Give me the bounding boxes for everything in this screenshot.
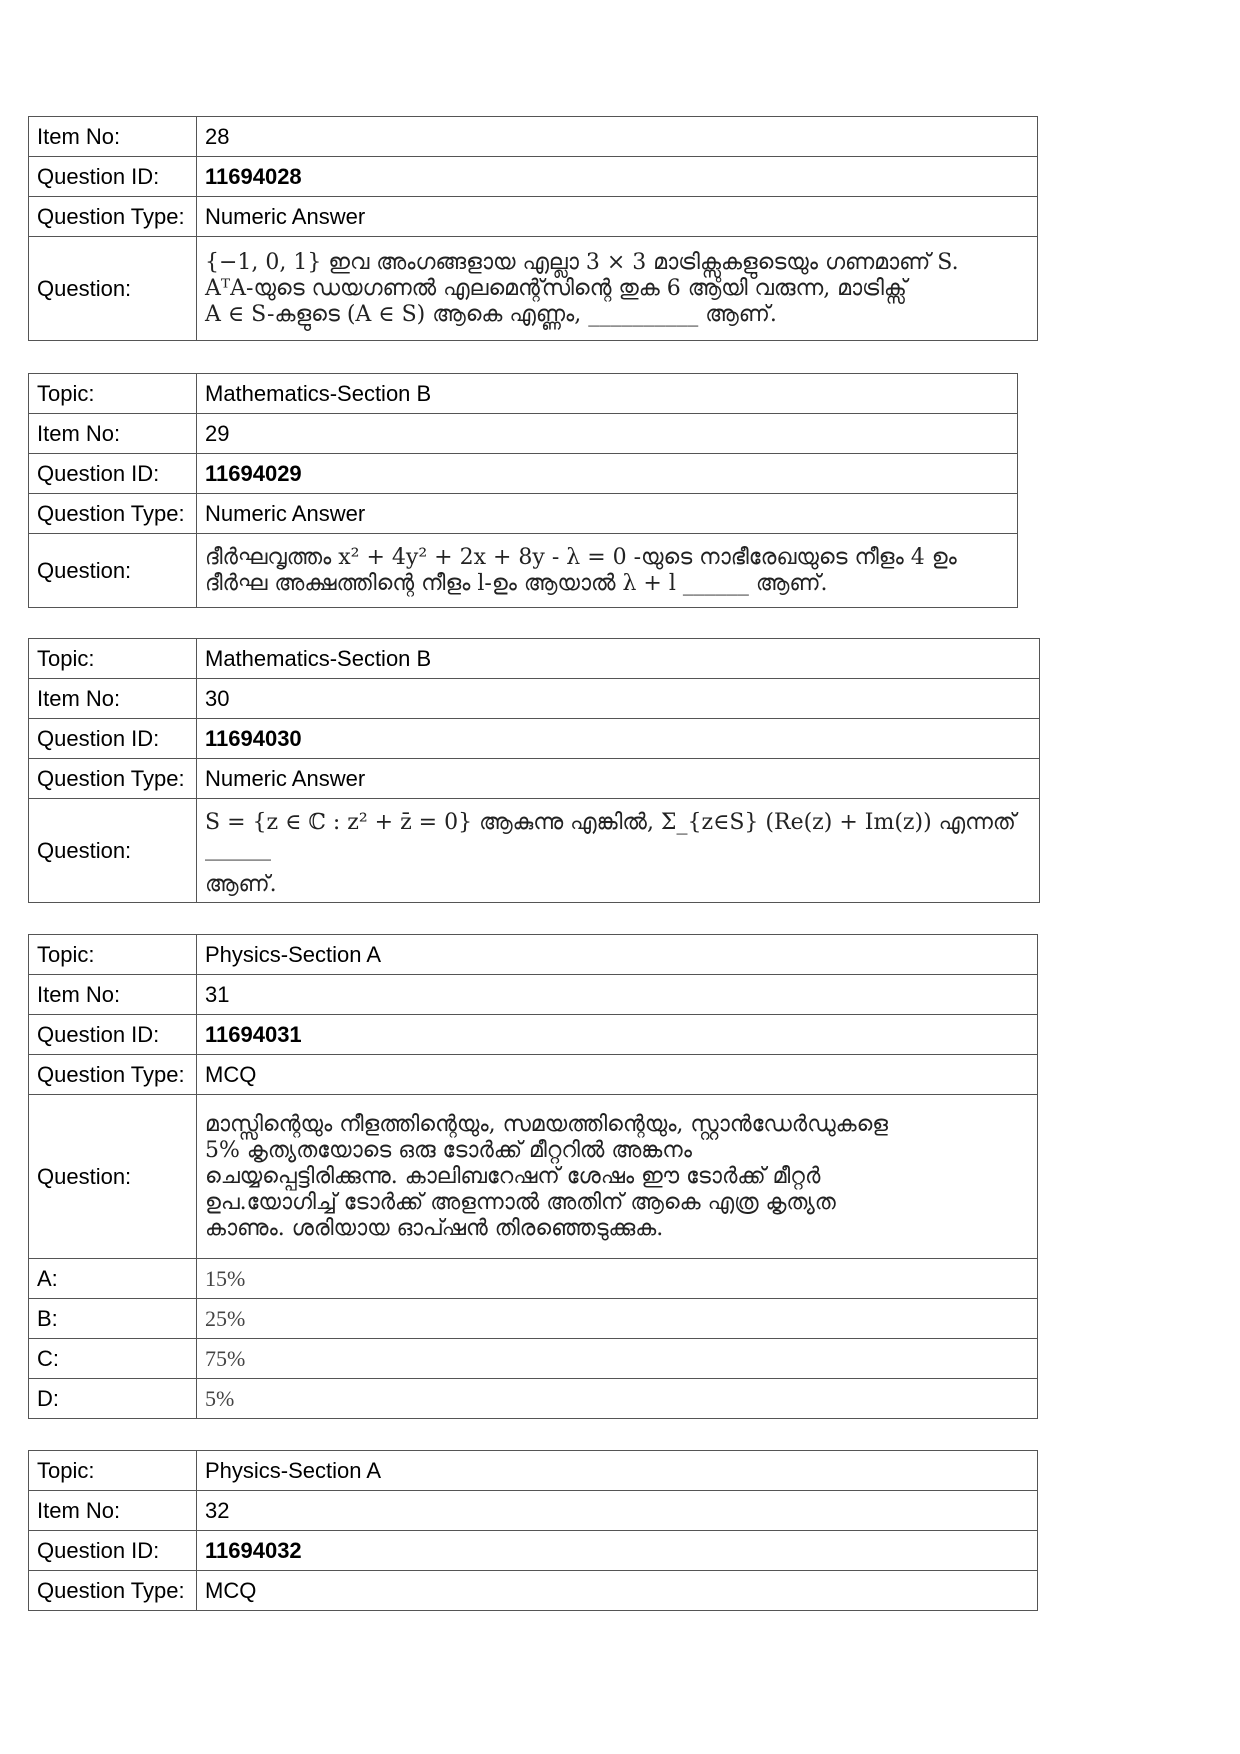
question-line: {−1, 0, 1} ഇവ അംഗങ്ങളായ എല്ലാ 3 × 3 മാട്രിക്സുകളുടെയും ഗണമാണ് S. [205,249,959,275]
question-29-table [28,373,1018,608]
question-label: Question: [29,1095,197,1259]
question-line: S = {z ∈ ℂ : z² + z̄ = 0} ആകുന്നു എങ്കിൽ, Σ_{z∈S} (Re(z) + Im(z)) എന്നത് ______ [205,809,1016,861]
question-type-label: Question Type: [29,494,197,534]
question-line: കാണും. ശരിയായ ഓപ്ഷൻ തിരഞ്ഞെടുക്കുക. [205,1215,664,1241]
question-id-value: 11694028 [197,157,1038,197]
question-id-label: Question ID: [29,1015,197,1055]
question-id-label: Question ID: [29,1531,197,1571]
question-type-label: Question Type: [29,759,197,799]
topic-value: Mathematics-Section B [197,374,1018,414]
question-label: Question: [29,237,197,341]
topic-label: Topic: [29,935,197,975]
question-31-table [28,934,1038,1419]
option-b-value: 25% [197,1299,1038,1339]
option-b-label: B: [29,1299,197,1339]
option-d-value: 5% [197,1379,1038,1419]
topic-label: Topic: [29,374,197,414]
question-id-value: 11694030 [197,719,1040,759]
question-30-table [28,638,1040,903]
question-type-value: MCQ [197,1055,1038,1095]
question-type-value: Numeric Answer [197,759,1040,799]
topic-label: Topic: [29,1451,197,1491]
item-no-label: Item No: [29,117,197,157]
question-type-label: Question Type: [29,1055,197,1095]
question-label: Question: [29,799,197,903]
question-line: AᵀA-യുടെ ഡയഗണൽ എലമെന്റ്സിന്റെ തുക 6 ആയി വരുന്ന, മാട്രിക്സ് [205,275,907,301]
question-text [197,1095,1038,1259]
question-line: ദീർഘ അക്ഷത്തിന്റെ നീളം l-ഉം ആയാൽ λ + l ______ ആണ്. [205,570,828,596]
question-type-value: MCQ [197,1571,1038,1611]
topic-value: Physics-Section A [197,935,1038,975]
topic-value: Physics-Section A [197,1451,1038,1491]
question-type-label: Question Type: [29,1571,197,1611]
question-28-table [28,116,1038,341]
item-no-value: 28 [197,117,1038,157]
question-text [197,534,1018,608]
item-no-label: Item No: [29,679,197,719]
question-text [197,237,1038,341]
question-line: മാസ്സിന്റെയും നീളത്തിന്റെയും, സമയത്തിന്റെയും, സ്റ്റാൻഡേർഡുകളെ [205,1111,888,1137]
question-id-label: Question ID: [29,454,197,494]
item-no-value: 31 [197,975,1038,1015]
item-no-label: Item No: [29,1491,197,1531]
question-id-value: 11694029 [197,454,1018,494]
question-id-value: 11694031 [197,1015,1038,1055]
option-c-value: 75% [197,1339,1038,1379]
question-line: ആണ്. [205,871,277,897]
topic-label: Topic: [29,639,197,679]
question-type-value: Numeric Answer [197,197,1038,237]
question-line: 5% കൃത്യതയോടെ ഒരു ടോർക്ക് മീറ്ററിൽ അങ്കനം [205,1137,692,1163]
option-a-label: A: [29,1259,197,1299]
option-d-label: D: [29,1379,197,1419]
question-type-label: Question Type: [29,197,197,237]
question-id-label: Question ID: [29,157,197,197]
question-32-table [28,1450,1038,1611]
question-line: A ∈ S-കളുടെ (A ∈ S) ആകെ എണ്ണം, __________ ആണ്. [205,301,777,327]
question-type-value: Numeric Answer [197,494,1018,534]
question-text [197,799,1040,903]
item-no-label: Item No: [29,414,197,454]
item-no-label: Item No: [29,975,197,1015]
option-a-value: 15% [197,1259,1038,1299]
question-line: ദീർഘവൃത്തം x² + 4y² + 2x + 8y - λ = 0 -യുടെ നാഭീരേഖയുടെ നീളം 4 ഉം [205,544,957,570]
item-no-value: 32 [197,1491,1038,1531]
question-line: ഉപ.യോഗിച്ച് ടോർക്ക് അളന്നാൽ അതിന് ആകെ എത്ര കൃത്യത [205,1189,836,1215]
question-line: ചെയ്യപ്പെട്ടിരിക്കുന്നു. കാലിബറേഷന് ശേഷം ഈ ടോർക്ക് മീറ്റർ [205,1163,821,1189]
question-label: Question: [29,534,197,608]
question-id-label: Question ID: [29,719,197,759]
question-id-value: 11694032 [197,1531,1038,1571]
topic-value: Mathematics-Section B [197,639,1040,679]
item-no-value: 30 [197,679,1040,719]
option-c-label: C: [29,1339,197,1379]
item-no-value: 29 [197,414,1018,454]
